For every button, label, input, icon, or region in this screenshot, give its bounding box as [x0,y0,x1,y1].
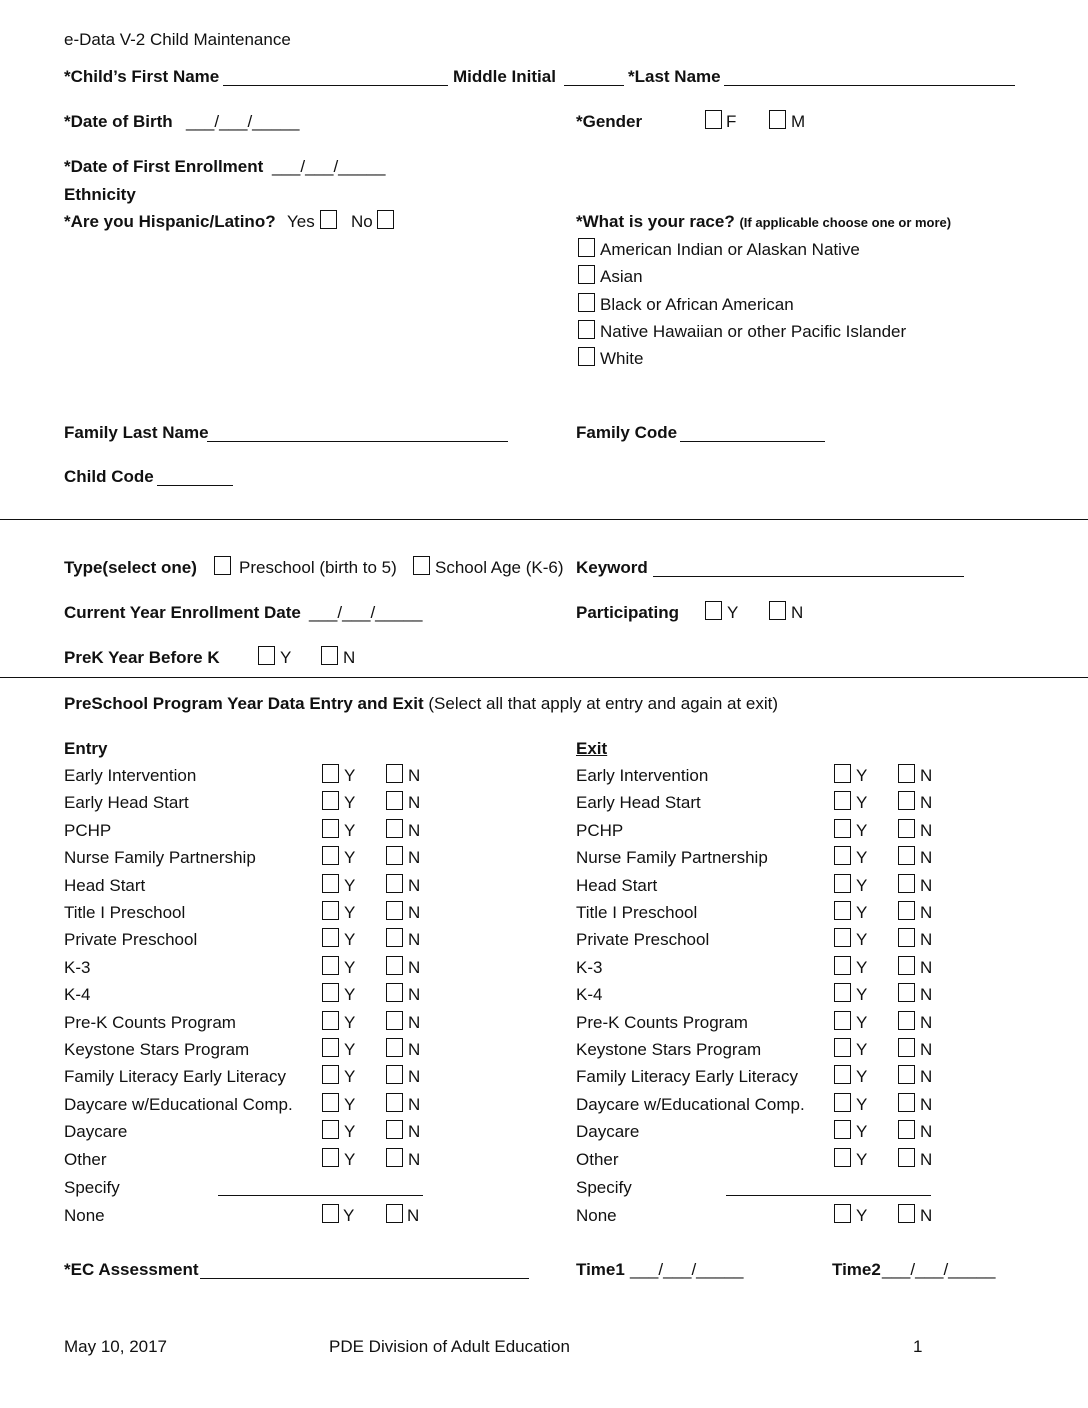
exit-n-label: N [920,876,933,895]
exit-y-label: Y [856,876,868,895]
dob-label: *Date of Birth [64,112,173,131]
exit-y-checkbox[interactable] [834,928,851,947]
entry-n-label: N [408,766,421,785]
prek-y-checkbox[interactable] [258,646,275,665]
ec-assessment-label: *EC Assessment [64,1260,199,1279]
exit-specify-label: Specify [576,1178,632,1197]
entry-n-checkbox[interactable] [386,846,403,865]
exit-specify-field[interactable] [726,1176,931,1196]
participating-y-checkbox[interactable] [705,601,722,620]
race-note: (If applicable choose one or more) [739,215,952,230]
exit-n-checkbox[interactable] [898,956,915,975]
entry-n-checkbox[interactable] [386,1038,403,1057]
exit-n-checkbox[interactable] [898,1148,915,1167]
entry-row-label: Daycare [64,1122,128,1141]
family-code-label: Family Code [576,423,678,442]
participating-n-label: N [791,603,804,622]
page-number: 1 [913,1337,923,1356]
entry-none-n-checkbox[interactable] [386,1204,403,1223]
entry-n-checkbox[interactable] [386,819,403,838]
exit-y-label: Y [856,1013,868,1032]
exit-n-label: N [920,1150,933,1169]
footer-date: May 10, 2017 [64,1337,168,1356]
entry-n-checkbox[interactable] [386,1093,403,1112]
hispanic-no-label: No [351,212,373,231]
gender-f-label: F [726,112,737,131]
entry-n-checkbox[interactable] [386,1065,403,1084]
entry-y-checkbox[interactable] [322,928,339,947]
exit-row-label: Family Literacy Early Literacy [576,1067,799,1086]
exit-y-checkbox[interactable] [834,846,851,865]
exit-y-label: Y [856,821,868,840]
exit-row-label: Keystone Stars Program [576,1040,762,1059]
exit-none-y-label: Y [856,1206,868,1225]
exit-row-label: Early Head Start [576,793,701,812]
exit-y-label: Y [856,985,868,1004]
entry-n-label: N [408,821,421,840]
exit-y-label: Y [856,1067,868,1086]
entry-y-label: Y [344,1067,356,1086]
entry-n-checkbox[interactable] [386,956,403,975]
exit-y-checkbox[interactable] [834,1093,851,1112]
preschool-option: Preschool (birth to 5) [239,558,397,577]
entry-n-label: N [408,1122,421,1141]
entry-y-label: Y [344,821,356,840]
child-code-field[interactable] [157,466,233,486]
exit-none-n-checkbox[interactable] [898,1204,915,1223]
exit-row-label: PCHP [576,821,624,840]
exit-n-label: N [920,793,933,812]
exit-row-label: K-4 [576,985,603,1004]
exit-n-label: N [920,821,933,840]
middle-initial-label: Middle Initial [453,67,556,86]
entry-row-label: Daycare w/Educational Comp. [64,1095,293,1114]
race-option-hawaiian: Native Hawaiian or other Pacific Islander [600,322,907,341]
entry-y-checkbox[interactable] [322,1011,339,1030]
preschool-checkbox[interactable] [214,556,231,575]
entry-n-label: N [408,1095,421,1114]
exit-y-checkbox[interactable] [834,983,851,1002]
child-code-label: Child Code [64,467,154,486]
participating-y-label: Y [727,603,739,622]
exit-n-checkbox[interactable] [898,1011,915,1030]
entry-y-label: Y [344,1013,356,1032]
ethnicity-heading: Ethnicity [64,185,136,204]
entry-row-label: K-3 [64,958,91,977]
entry-row-label: K-4 [64,985,91,1004]
entry-n-checkbox[interactable] [386,764,403,783]
exit-n-checkbox[interactable] [898,928,915,947]
exit-y-label: Y [856,1150,868,1169]
exit-none-label: None [576,1206,617,1225]
current-year-label: Current Year Enrollment Date [64,603,301,622]
school-age-option: School Age (K-6) [435,558,564,577]
entry-none-n-label: N [407,1206,420,1225]
exit-row-label: K-3 [576,958,603,977]
exit-none-y-checkbox[interactable] [834,1204,851,1223]
current-year-field[interactable]: ___/___/_____ [309,603,423,622]
first-name-field[interactable] [223,66,448,86]
first-name-label: *Child’s First Name [64,67,220,86]
entry-row-label: Keystone Stars Program [64,1040,250,1059]
exit-n-label: N [920,1095,933,1114]
exit-n-checkbox[interactable] [898,791,915,810]
exit-y-label: Y [856,930,868,949]
exit-y-label: Y [856,793,868,812]
entry-n-label: N [408,876,421,895]
keyword-field[interactable] [653,557,964,577]
exit-n-checkbox[interactable] [898,874,915,893]
entry-y-checkbox[interactable] [322,1120,339,1139]
exit-n-checkbox[interactable] [898,764,915,783]
entry-none-label: None [64,1206,105,1225]
exit-y-checkbox[interactable] [834,764,851,783]
entry-y-checkbox[interactable] [322,874,339,893]
race-question-line [576,212,951,233]
dob-field[interactable]: ___/___/_____ [186,112,300,131]
prek-n-label: N [343,648,356,667]
entry-n-checkbox[interactable] [386,1148,403,1167]
exit-row-label: Early Intervention [576,766,709,785]
prek-y-label: Y [280,648,292,667]
family-code-field[interactable] [680,422,825,442]
participating-label: Participating [576,603,679,622]
exit-row-label: Pre-K Counts Program [576,1013,748,1032]
entry-n-label: N [408,848,421,867]
ec-assessment-field[interactable] [200,1259,529,1279]
exit-heading: Exit [576,739,608,758]
entry-y-label: Y [344,903,356,922]
entry-none-y-checkbox[interactable] [322,1204,339,1223]
exit-row-label: Private Preschool [576,930,710,949]
hispanic-yes-label: Yes [287,212,315,231]
entry-row-label: Head Start [64,876,146,895]
exit-n-label: N [920,1013,933,1032]
entry-n-checkbox[interactable] [386,928,403,947]
exit-n-checkbox[interactable] [898,1038,915,1057]
first-enrollment-label: *Date of First Enrollment [64,157,264,176]
time2-field[interactable]: ___/___/_____ [882,1260,996,1279]
entry-n-label: N [408,985,421,1004]
entry-y-label: Y [344,985,356,1004]
entry-row-label: Pre-K Counts Program [64,1013,236,1032]
entry-y-checkbox[interactable] [322,1038,339,1057]
exit-n-checkbox[interactable] [898,901,915,920]
exit-n-checkbox[interactable] [898,1120,915,1139]
exit-n-checkbox[interactable] [898,846,915,865]
exit-n-label: N [920,1040,933,1059]
entry-y-checkbox[interactable] [322,1148,339,1167]
entry-n-checkbox[interactable] [386,901,403,920]
race-checkbox-asian[interactable] [578,265,595,284]
race-checkbox-white[interactable] [578,347,595,366]
entry-row-label: Early Intervention [64,766,197,785]
entry-row-label: PCHP [64,821,112,840]
exit-y-label: Y [856,903,868,922]
section-divider [0,677,1088,678]
race-option-american-indian: American Indian or Alaskan Native [600,240,860,259]
entry-row-label: Family Literacy Early Literacy [64,1067,287,1086]
exit-n-label: N [920,903,933,922]
exit-y-checkbox[interactable] [834,901,851,920]
entry-n-checkbox[interactable] [386,1011,403,1030]
exit-none-n-label: N [920,1206,933,1225]
hispanic-question: *Are you Hispanic/Latino? [64,212,276,231]
keyword-label: Keyword [576,558,648,577]
entry-row-label: Early Head Start [64,793,189,812]
footer-org: PDE Division of Adult Education [329,1337,570,1356]
entry-n-checkbox[interactable] [386,874,403,893]
race-checkbox-hawaiian[interactable] [578,320,595,339]
entry-row-label: Other [64,1150,107,1169]
entry-y-label: Y [344,930,356,949]
exit-y-checkbox[interactable] [834,874,851,893]
exit-n-checkbox[interactable] [898,983,915,1002]
hispanic-yes-checkbox[interactable] [320,210,337,229]
exit-row-label: Other [576,1150,619,1169]
entry-specify-field[interactable] [218,1176,423,1196]
time1-label: Time1 [576,1260,625,1279]
exit-y-checkbox[interactable] [834,1148,851,1167]
exit-y-label: Y [856,958,868,977]
exit-n-label: N [920,1067,933,1086]
exit-n-checkbox[interactable] [898,1093,915,1112]
exit-row-label: Daycare w/Educational Comp. [576,1095,805,1114]
exit-y-label: Y [856,848,868,867]
entry-y-label: Y [344,1122,356,1141]
exit-n-checkbox[interactable] [898,1065,915,1084]
last-name-label: *Last Name [628,67,721,86]
gender-m-checkbox[interactable] [769,110,786,129]
entry-y-checkbox[interactable] [322,791,339,810]
exit-row-label: Daycare [576,1122,640,1141]
race-option-white: White [600,349,644,368]
type-label: Type(select one) [64,558,197,577]
exit-y-checkbox[interactable] [834,791,851,810]
entry-n-checkbox[interactable] [386,983,403,1002]
entry-none-y-label: Y [343,1206,355,1225]
program-heading-bold: PreSchool Program Year Data Entry and Exit [64,694,424,713]
entry-n-checkbox[interactable] [386,791,403,810]
exit-row-label: Title I Preschool [576,903,698,922]
exit-y-checkbox[interactable] [834,956,851,975]
entry-heading: Entry [64,739,108,758]
exit-y-label: Y [856,1122,868,1141]
school-age-checkbox[interactable] [413,556,430,575]
exit-n-label: N [920,985,933,1004]
gender-f-checkbox[interactable] [705,110,722,129]
exit-row-label: Nurse Family Partnership [576,848,768,867]
entry-n-label: N [408,930,421,949]
entry-row-label: Title I Preschool [64,903,186,922]
entry-y-label: Y [344,1150,356,1169]
entry-y-checkbox[interactable] [322,764,339,783]
exit-y-checkbox[interactable] [834,1120,851,1139]
entry-y-checkbox[interactable] [322,846,339,865]
entry-n-label: N [408,793,421,812]
entry-row-label: Nurse Family Partnership [64,848,256,867]
entry-n-label: N [408,903,421,922]
race-checkbox-american-indian[interactable] [578,238,595,257]
exit-n-label: N [920,848,933,867]
exit-n-label: N [920,1122,933,1141]
program-heading [64,694,778,714]
first-enrollment-field[interactable]: ___/___/_____ [272,157,386,176]
exit-n-checkbox[interactable] [898,819,915,838]
entry-y-label: Y [344,793,356,812]
last-name-field[interactable] [724,66,1015,86]
entry-y-label: Y [344,876,356,895]
exit-n-label: N [920,930,933,949]
form-title: e-Data V-2 Child Maintenance [64,30,291,49]
entry-y-label: Y [344,848,356,867]
exit-row-label: Head Start [576,876,658,895]
entry-y-checkbox[interactable] [322,901,339,920]
exit-y-checkbox[interactable] [834,1038,851,1057]
exit-n-label: N [920,958,933,977]
entry-y-checkbox[interactable] [322,1093,339,1112]
entry-n-checkbox[interactable] [386,1120,403,1139]
entry-n-label: N [408,1150,421,1169]
entry-n-label: N [408,1067,421,1086]
participating-n-checkbox[interactable] [769,601,786,620]
entry-y-label: Y [344,958,356,977]
exit-y-label: Y [856,1095,868,1114]
family-last-name-label: Family Last Name [64,423,209,442]
prek-n-checkbox[interactable] [321,646,338,665]
exit-y-checkbox[interactable] [834,819,851,838]
time1-field[interactable]: ___/___/_____ [630,1260,744,1279]
entry-y-label: Y [344,766,356,785]
prek-label: PreK Year Before K [64,648,220,667]
exit-y-checkbox[interactable] [834,1011,851,1030]
race-option-black: Black or African American [600,295,794,314]
entry-y-checkbox[interactable] [322,819,339,838]
entry-y-label: Y [344,1095,356,1114]
entry-y-checkbox[interactable] [322,983,339,1002]
race-checkbox-black[interactable] [578,293,595,312]
gender-label: *Gender [576,112,643,131]
exit-y-checkbox[interactable] [834,1065,851,1084]
entry-n-label: N [408,1040,421,1059]
exit-y-label: Y [856,766,868,785]
race-question: *What is your race? [576,212,735,231]
time2-label: Time2 [832,1260,881,1279]
exit-n-label: N [920,766,933,785]
family-last-name-field[interactable] [207,422,508,442]
entry-row-label: Private Preschool [64,930,198,949]
entry-y-label: Y [344,1040,356,1059]
section-divider [0,519,1088,520]
hispanic-no-checkbox[interactable] [377,210,394,229]
entry-n-label: N [408,958,421,977]
gender-m-label: M [791,112,806,131]
entry-specify-label: Specify [64,1178,120,1197]
entry-y-checkbox[interactable] [322,956,339,975]
entry-y-checkbox[interactable] [322,1065,339,1084]
race-option-asian: Asian [600,267,643,286]
exit-y-label: Y [856,1040,868,1059]
program-heading-note: (Select all that apply at entry and again at exit) [428,694,779,713]
middle-initial-field[interactable] [564,66,624,86]
entry-n-label: N [408,1013,421,1032]
